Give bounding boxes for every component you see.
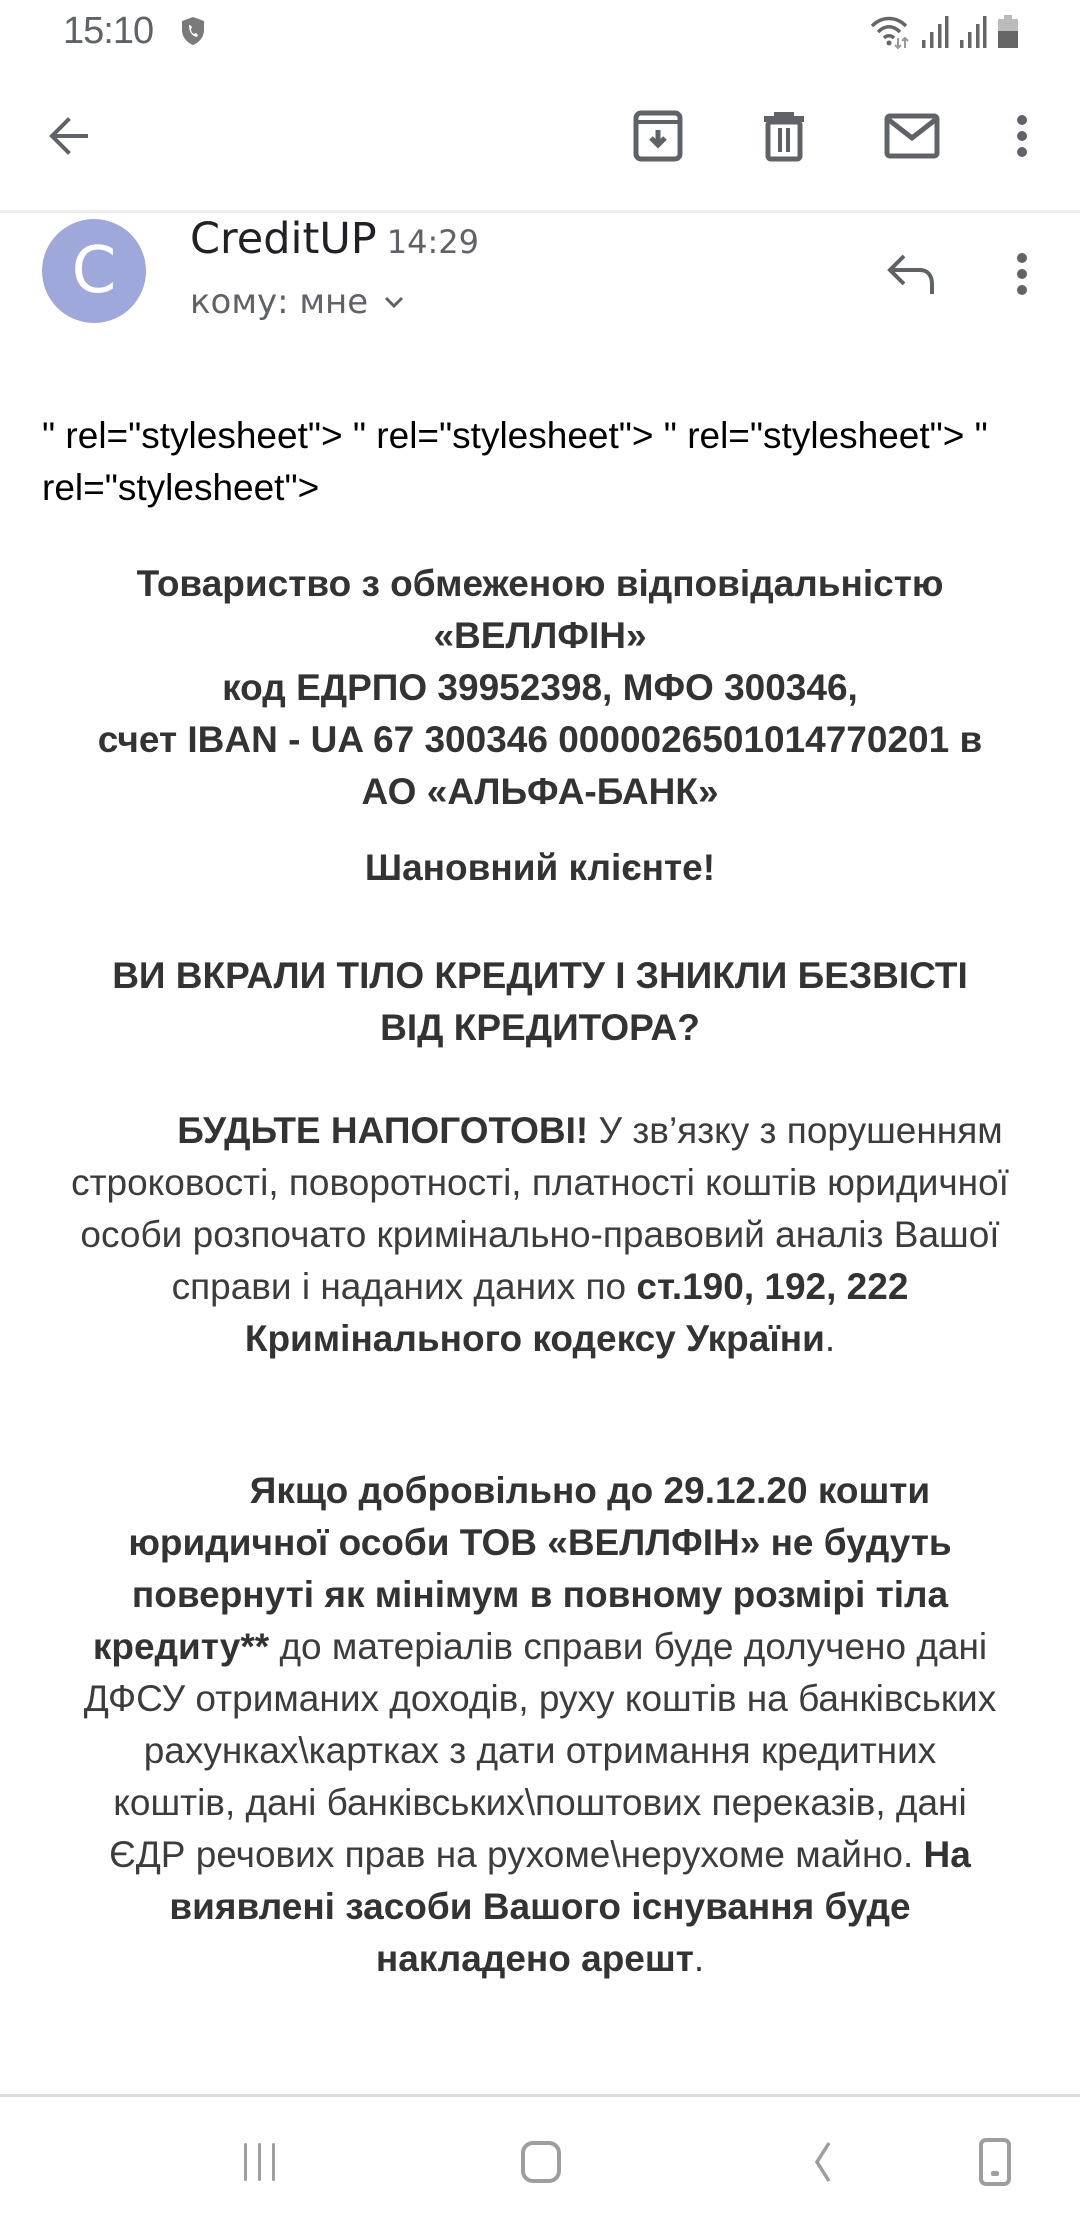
para2-bold-start: Якщо добровільно до 29.12.20 кошти юридичної особи ТОВ «ВЕЛЛФІН» не будуть повернуті як мінімум в повному розмірі тіла кредиту** — [92, 1470, 952, 1667]
company-info — [40, 558, 1040, 818]
email-toolbar — [0, 66, 1080, 206]
wifi-icon — [868, 14, 912, 50]
warning-heading — [40, 950, 1040, 1054]
para1-end: . — [824, 1318, 836, 1359]
arrow-back-icon — [46, 112, 94, 160]
para2-bold-end: На виявлені засоби Вашого існування буде накладено арешт — [169, 1834, 971, 1979]
company-line: код ЕДРПО 39952398, МФО 300346, — [222, 667, 858, 708]
status-bar — [0, 0, 1080, 66]
message-more-button[interactable] — [990, 242, 1054, 306]
recipient-label: кому: мне — [190, 282, 369, 322]
system-nav-bar — [0, 2097, 1080, 2220]
sender-label: CreditUP — [190, 214, 377, 264]
recents-icon — [240, 2139, 280, 2185]
status-icons — [868, 12, 1020, 52]
paragraph-1 — [40, 1105, 1040, 1365]
company-line: Товариство з обмеженою відповідальністю — [136, 563, 944, 604]
reply-icon — [886, 252, 938, 296]
company-line: «ВЕЛЛФІН» — [433, 615, 647, 656]
sender-name — [190, 214, 479, 264]
rotate-icon — [977, 2137, 1013, 2187]
recipient-details-toggle[interactable] — [190, 282, 406, 322]
chevron-down-icon — [382, 294, 406, 310]
delete-button[interactable] — [752, 104, 816, 168]
signal-icon — [958, 14, 988, 50]
company-line: счет IBAN - UA 67 300346 0000026501014770201 в — [97, 719, 983, 760]
warning-text: ВИ ВКРАЛИ ТІЛО КРЕДИТУ І ЗНИКЛИ БЕЗВІСТІ ВІД КРЕДИТОРА? — [112, 955, 968, 1048]
back-icon — [807, 2139, 837, 2185]
battery-icon — [996, 14, 1020, 50]
raw-stylesheet-text: " rel="stylesheet"> " rel="stylesheet"> " rel="stylesheet"> " rel="stylesheet"> — [42, 415, 988, 508]
more-options-button[interactable] — [990, 104, 1054, 168]
more-vert-icon — [1012, 250, 1032, 298]
para2-end: . — [693, 1938, 705, 1979]
home-button[interactable] — [506, 2127, 576, 2197]
status-time: 15:10 — [63, 10, 154, 52]
company-line: АО «АЛЬФА-БАНК» — [361, 771, 719, 812]
signal-icon — [920, 14, 950, 50]
email-time: 14:29 — [386, 223, 479, 261]
paragraph-2 — [40, 1465, 1040, 1985]
more-vert-icon — [1012, 112, 1032, 160]
home-icon — [519, 2139, 563, 2185]
rotate-button[interactable] — [960, 2127, 1030, 2197]
para2-text: до матеріалів справи буде долучено дані ДФСУ отриманих доходів, руху коштів на банківських рахунках\картках з дати отримання кредитних коштів, дані банківських\поштових переказів, дані ЄДР речових прав на рухоме\нерухоме майно. — [83, 1626, 997, 1875]
delete-icon — [760, 110, 808, 162]
shield-phone-icon — [180, 16, 206, 46]
archive-icon — [632, 110, 684, 162]
mark-unread-icon — [884, 112, 940, 160]
archive-button[interactable] — [626, 104, 690, 168]
recents-button[interactable] — [225, 2127, 295, 2197]
reply-button[interactable] — [880, 242, 944, 306]
mark-unread-button[interactable] — [880, 104, 944, 168]
greeting: Шановний клієнте! — [364, 847, 716, 888]
nav-back-button[interactable] — [787, 2127, 857, 2197]
para1-articles: ст.190, 192, 222 Кримінального кодексу України — [244, 1266, 909, 1359]
sender-header — [0, 214, 1080, 364]
back-button[interactable] — [38, 104, 102, 168]
avatar[interactable]: C — [42, 219, 146, 323]
para1-text: У зв’язку з порушенням строковості, поворотності, платності коштів юридичної особи розпочато кримінально-правовий аналіз Вашої справи і наданих даних по — [71, 1110, 1009, 1307]
toolbar-divider — [0, 210, 1080, 213]
para1-bold-start: БУДЬТЕ НАПОГОТОВІ! — [177, 1110, 589, 1151]
